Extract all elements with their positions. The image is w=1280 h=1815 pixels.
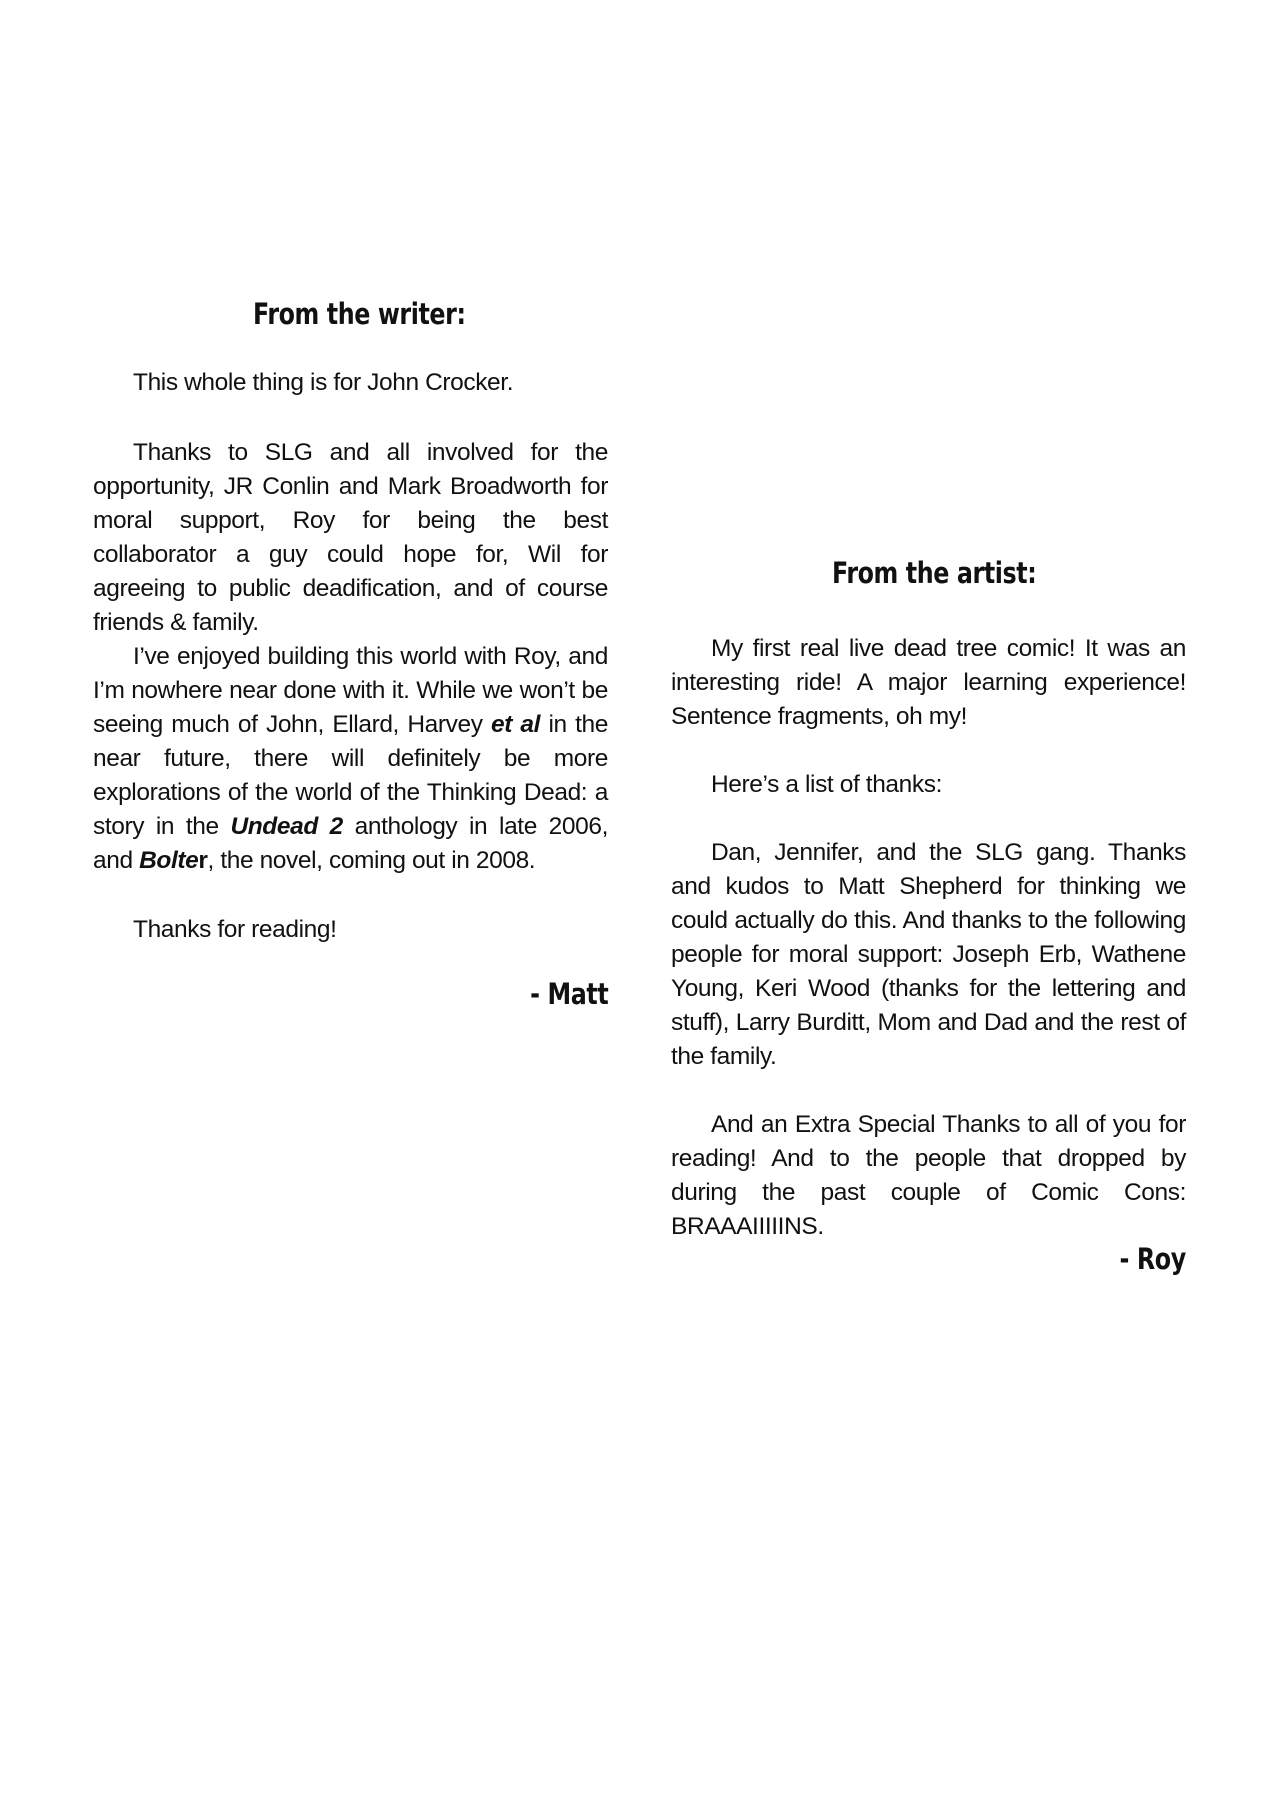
writer-paragraph-4: Thanks for reading!: [133, 916, 337, 943]
writer-heading: From the writer:: [253, 297, 466, 331]
bolter-title: Bolte: [139, 847, 199, 874]
artist-heading: From the artist:: [832, 556, 1037, 590]
bolter-title-end: r: [198, 847, 208, 874]
writer-paragraph-1: This whole thing is for John Crocker.: [133, 369, 514, 396]
artist-paragraph-1: My first real live dead tree comic! It was an interesting ride! A major learning experience! Sentence fragments, oh my!: [671, 635, 1186, 730]
writer-paragraph-3: [93, 640, 608, 878]
writer-paragraph-3-part-d: , the novel, coming out in 2008.: [207, 847, 536, 874]
writer-paragraph-2: Thanks to SLG and all involved for the opportunity, JR Conlin and Mark Broadworth for moral support, Roy for being the best collaborator a guy could hope for, Wil for agreeing to public deadification, and of course friends & family.: [93, 439, 608, 636]
writer-paragraph-3-part-b: in the near future, there will definitely be more explorations of the world of the Thinking Dead: a story in the: [93, 711, 608, 840]
writer-paragraph-3-part-c: anthology in late 2006, and: [93, 813, 608, 874]
writer-paragraph-3-part-a: I’ve enjoyed building this world with Roy, and I’m nowhere near done with it. While we won’t be seeing much of John, Ellard, Harvey: [93, 643, 608, 738]
artist-paragraph-3: Dan, Jennifer, and the SLG gang. Thanks and kudos to Matt Shepherd for thinking we could actually do this. And thanks to the following people for moral support: Joseph Erb, Wathene Young, Keri Wood (thanks for the lettering and stuff), Larry Burditt, Mom and Dad and the rest of the family.: [671, 839, 1186, 1070]
artist-paragraph-2: Here’s a list of thanks:: [711, 771, 942, 798]
artist-paragraph-4: And an Extra Special Thanks to all of you for reading! And to the people that dropped by during the past couple of Comic Cons: BRAAAIIIIINS.: [671, 1111, 1186, 1240]
et-al-emphasis: et al: [491, 711, 541, 738]
artist-signature: - Roy: [1119, 1242, 1186, 1276]
undead-2-title: Undead 2: [230, 813, 343, 840]
writer-signature: - Matt: [529, 977, 608, 1011]
